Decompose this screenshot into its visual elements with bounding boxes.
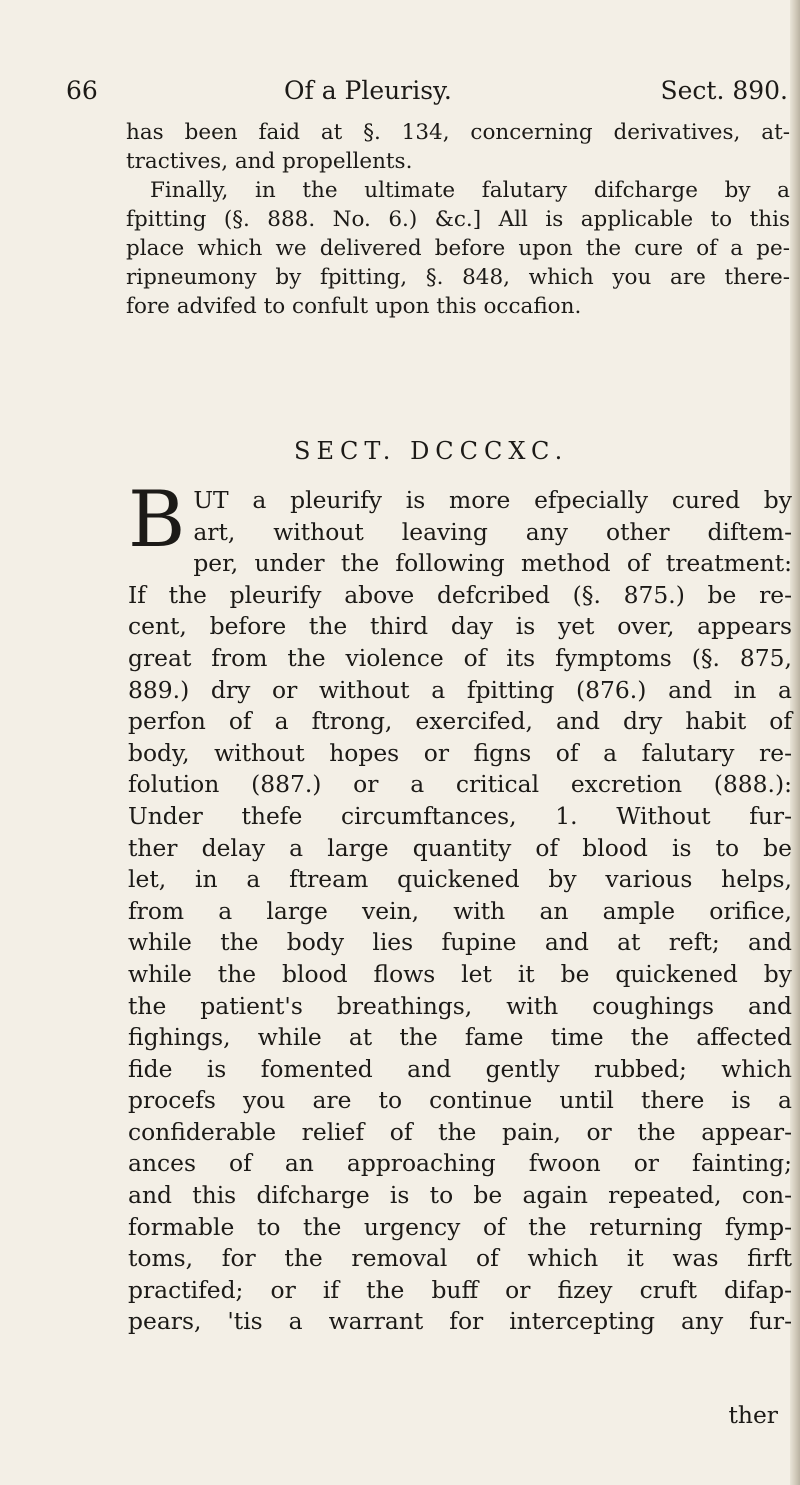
text-line: cent, before the third day is yet over, appears [128, 612, 792, 641]
text-line: fighings, while at the fame time the affected [128, 1023, 792, 1052]
text-line: body, without hopes or figns of a falutary re- [128, 738, 792, 767]
text-line: art, without leaving any other diftem- [193, 517, 792, 546]
text-line: pears, 'tis a warrant for intercepting any fur- [128, 1307, 792, 1336]
text-line: tractives, and propellents. [126, 149, 413, 174]
text-line: and this difcharge is to be again repeated, con- [128, 1181, 792, 1210]
text-line: ther delay a large quantity of blood is to be [128, 833, 792, 862]
section-heading: SECT. DCCCXC. [294, 437, 569, 465]
text-line: ripneumony by fpitting, §. 848, which you are there- [126, 265, 790, 290]
text-line: formable to the urgency of the returning fymp- [128, 1212, 792, 1241]
text-line: perfon of a ftrong, exercifed, and dry habit of [128, 707, 792, 736]
text-line: 889.) dry or without a fpitting (876.) and in a [128, 675, 792, 704]
running-title: Of a Pleurisy. [284, 76, 452, 105]
text-line: place which we delivered before upon the cure of a pe- [126, 236, 790, 261]
running-header [66, 76, 788, 116]
text-line: folution (887.) or a critical excretion (888.): [128, 770, 792, 799]
intro-paragraphs [126, 118, 790, 321]
drop-cap: B [128, 475, 186, 565]
text-line: fide is fomented and gently rubbed; which [128, 1054, 792, 1083]
text-line: while the blood flows let it be quickened by [128, 959, 792, 988]
text-line: toms, for the removal of which it was firft [128, 1244, 792, 1273]
text-line: great from the violence of its fymptoms (§. 875, [128, 643, 792, 672]
text-line: ances of an approaching fwoon or fainting; [128, 1149, 792, 1178]
text-line: UT a pleurify is more efpecially cured by [193, 486, 792, 514]
main-paragraph [128, 475, 792, 1338]
text-line: Finally, in the ultimate falutary difcharge by a [150, 178, 790, 203]
text-line: confiderable relief of the pain, or the appear- [128, 1117, 792, 1146]
text-line: Under thefe circumftances, 1. Without fur- [128, 801, 792, 830]
text-line: has been faid at §. 134, concerning derivatives, at- [126, 120, 790, 145]
catchword: ther [728, 1401, 778, 1429]
page-number: 66 [66, 76, 98, 105]
text-line: practifed; or if the buff or fizey cruft difap- [128, 1275, 792, 1304]
text-line: let, in a ftream quickened by various helps, [128, 865, 792, 894]
text-line: fpitting (§. 888. No. 6.) &c.] All is applicable to this [126, 207, 790, 232]
text-line: while the body lies fupine and at reft; and [128, 928, 792, 957]
text-line: If the pleurify above defcribed (§. 875.) be re- [128, 580, 792, 609]
text-line: the patient's breathings, with coughings and [128, 991, 792, 1020]
text-line: from a large vein, with an ample orifice, [128, 896, 792, 925]
text-line: procefs you are to continue until there is a [128, 1086, 792, 1115]
section-reference: Sect. 890. [660, 76, 788, 105]
text-line: fore advifed to confult upon this occafion. [126, 294, 582, 319]
text-line: per, under the following method of treatment: [193, 549, 792, 578]
